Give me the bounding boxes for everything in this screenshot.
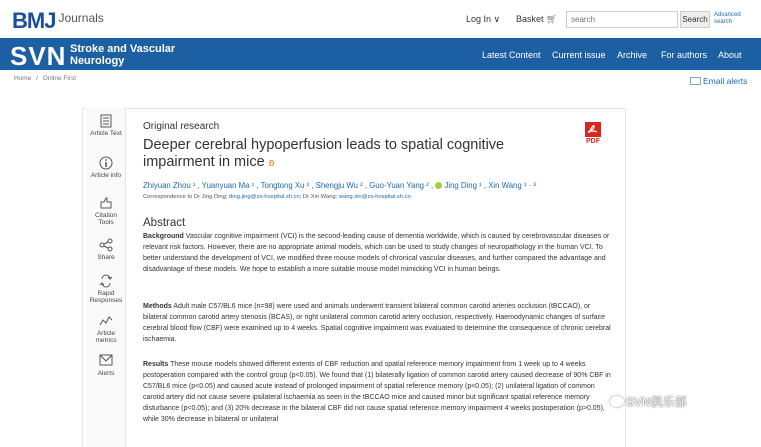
article-title-text: Deeper cerebral hypoperfusion leads to spatial cognitive impairment in mice bbox=[143, 137, 505, 170]
tool-share[interactable] bbox=[88, 238, 124, 261]
envelope-icon bbox=[690, 77, 701, 85]
journal-name-line1: Stroke and Vascular bbox=[70, 43, 176, 55]
tool-label: Article Text bbox=[90, 130, 122, 137]
logo-brand: BMJ bbox=[12, 8, 56, 33]
tool-label: Citation Tools bbox=[94, 212, 118, 226]
document-icon bbox=[99, 114, 113, 128]
basket-link[interactable] bbox=[516, 14, 557, 25]
correspondence-prefix: Correspondence to Dr Jing Ding; bbox=[143, 194, 230, 200]
breadcrumb-current[interactable]: Online First bbox=[42, 75, 77, 82]
abstract-background bbox=[143, 231, 611, 275]
alerts-icon bbox=[99, 354, 113, 368]
background-label: Background bbox=[143, 233, 184, 240]
author-list[interactable] bbox=[143, 181, 536, 190]
pdf-icon bbox=[585, 122, 601, 137]
tool-rapid-responses[interactable] bbox=[88, 274, 124, 304]
abstract-heading: Abstract bbox=[143, 217, 186, 229]
journal-name bbox=[70, 43, 175, 67]
nav-for-authors[interactable]: For authors bbox=[661, 50, 708, 60]
methods-text: Adult male C57/BL6 mice (n=98) were used and animals underwent transient bilateral common carotid arteries occlusion (tBCCAO), or bilateral common carotid artery stenosis (BCAS), or right unilateral common carotid artery occlusion, respectively. Haemodynamic changes of surface cerebral blood flow (CBF) were examined up to 4 weeks. Spatial cognitive impairment was evaluated to determine the consequence of chronic cerebral ischaemia. bbox=[143, 303, 611, 344]
tool-article-text[interactable] bbox=[88, 114, 124, 137]
watermark bbox=[610, 393, 687, 410]
search-input[interactable] bbox=[566, 11, 678, 28]
nav-latest-content[interactable]: Latest Content bbox=[482, 50, 541, 60]
tool-article-metrics[interactable] bbox=[88, 314, 124, 344]
results-label: Results bbox=[143, 361, 169, 368]
nav-about[interactable]: About bbox=[718, 50, 742, 60]
results-text: These mouse models showed different extents of CBF reduction and spatial reference memory impairment from 1 week up to 4 weeks postoperation compared with the control group (p<0.05). We found that (1) bilaterally ligation of common carotid artery caused decrease of 90% CBF in C57/BL6 mice (p<0.05) and caused acute instead of prolonged impairment of spatial reference memory (p<0.05); (2) unilateral ligation of common carotid artery did not cause severe ipsilateral ischaemia as seen in the tBCCAO mice and caused minor but significant spatial reference memory disturbance (p<0.05); and (3) 20% decrease in the bilateral CBF did not cause spatial reference memory impairment 4 weeks postoperation (p>0.05), while 30% decrease in bilateral or unilateral bbox=[143, 361, 611, 424]
article-type: Original research bbox=[143, 121, 220, 132]
watermark-text: SVN俱乐部 bbox=[626, 395, 687, 409]
advanced-search-link[interactable]: Advanced search bbox=[714, 12, 741, 25]
open-access-icon: ʚ bbox=[268, 157, 275, 169]
search-button[interactable]: Search bbox=[680, 11, 710, 28]
login-link[interactable]: Log In ∨ bbox=[466, 14, 501, 24]
basket-label: Basket bbox=[516, 14, 544, 24]
metrics-icon bbox=[99, 314, 113, 328]
article-title bbox=[143, 137, 563, 172]
tool-article-info[interactable] bbox=[88, 156, 124, 179]
journal-abbr[interactable]: SVN bbox=[10, 41, 67, 71]
nav-current-issue[interactable]: Current issue bbox=[552, 50, 606, 60]
tool-label: Rapid Responses bbox=[89, 290, 123, 304]
wechat-icon bbox=[610, 396, 624, 407]
abstract-results bbox=[143, 359, 611, 426]
basket-icon: 🛒︎ bbox=[546, 14, 558, 24]
tool-citation-tools[interactable] bbox=[88, 196, 124, 226]
email-link-wang[interactable]: wang.xin@zs-hospital.sh.cn bbox=[338, 194, 411, 200]
logo-journals: Journals bbox=[58, 11, 104, 25]
share-icon bbox=[99, 238, 113, 252]
tool-label: Article info bbox=[90, 172, 122, 179]
tool-label: Share bbox=[97, 254, 115, 261]
background-text: Vascular cognitive impairment (VCI) is the second-leading cause of dementia worldwide, which is caused by cerebrovascular diseases or relevant risk factors. However, there are no appropriate animal models, which can be used to study changes of neuropathology in the human VCI. To better understand the development of VCI, we modified three mouse models of chronical vascular diseases, and further compared the advantage and disadvantage of these models. We hope to establish a more suitable mouse model mimicking VCI in human beings. bbox=[143, 233, 610, 274]
email-alerts-label: Email alerts bbox=[703, 76, 748, 86]
breadcrumb-home[interactable]: Home bbox=[14, 75, 32, 82]
journal-name-line2: Neurology bbox=[70, 55, 125, 67]
authors-tail[interactable]: Jing Ding ¹ , Xin Wang ¹ · ³ bbox=[444, 181, 537, 190]
breadcrumb-separator: / bbox=[36, 75, 38, 82]
journal-header bbox=[0, 38, 761, 70]
orcid-icon[interactable] bbox=[435, 182, 442, 189]
citation-icon bbox=[99, 196, 113, 210]
info-icon bbox=[99, 156, 113, 170]
bmj-logo[interactable] bbox=[12, 8, 104, 34]
tool-alerts[interactable] bbox=[88, 354, 124, 377]
pdf-button[interactable] bbox=[583, 122, 603, 145]
responses-icon bbox=[99, 274, 113, 288]
authors-first[interactable]: Zhiyuan Zhou ¹ , Yuanyuan Ma ¹ , Tongtong Xu ² , Shengju Wu ² , Guo-Yuan Yang ² , bbox=[143, 181, 436, 190]
abstract-methods bbox=[143, 301, 611, 345]
tool-label: Article metrics bbox=[95, 330, 117, 344]
correspondence bbox=[143, 194, 411, 200]
methods-label: Methods bbox=[143, 303, 172, 310]
tool-label: Alerts bbox=[97, 370, 115, 377]
top-bar bbox=[0, 0, 761, 38]
correspondence-mid: ; Dr Xin Wang; bbox=[299, 194, 339, 200]
nav-archive[interactable]: Archive bbox=[617, 50, 648, 60]
email-link-ding[interactable]: ding.jing@zs-hospital.sh.cn bbox=[229, 194, 300, 200]
breadcrumb bbox=[14, 75, 76, 82]
pdf-label: PDF bbox=[586, 138, 600, 145]
email-alerts-link[interactable] bbox=[690, 76, 747, 86]
